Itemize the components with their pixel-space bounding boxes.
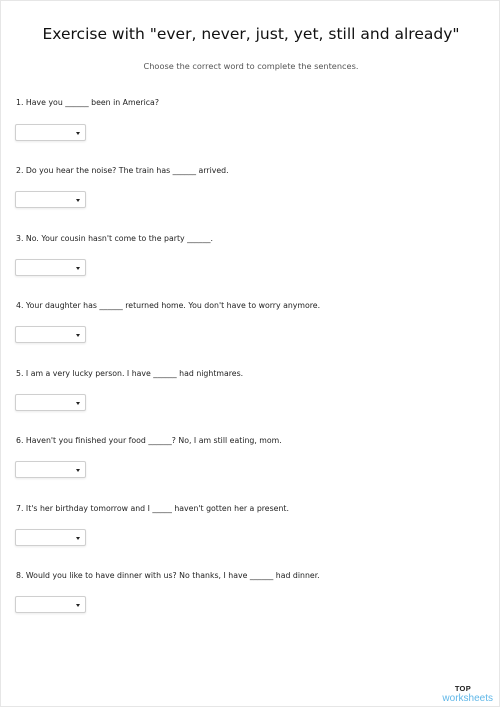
answer-dropdown-6[interactable] [15, 461, 86, 478]
instructions: Choose the correct word to complete the sentences. [143, 61, 359, 71]
caret-down-icon [76, 199, 80, 202]
question-2: 2. Do you hear the noise? The train has ______ arrived. [16, 166, 229, 175]
question-4: 4. Your daughter has ______ returned home. You don't have to worry anymore. [16, 301, 321, 310]
answer-dropdown-5[interactable] [15, 394, 86, 411]
logo-top-text: TOP [454, 684, 471, 693]
caret-down-icon [76, 334, 80, 337]
caret-down-icon [76, 469, 80, 472]
answer-dropdown-4[interactable] [15, 326, 86, 343]
answer-dropdown-1[interactable] [15, 124, 86, 141]
question-3: 3. No. Your cousin hasn't come to the party ______. [16, 234, 213, 243]
caret-down-icon [76, 402, 80, 405]
page-title: Exercise with "ever, never, just, yet, still and already" [42, 25, 460, 43]
answer-dropdown-8[interactable] [15, 596, 86, 613]
caret-down-icon [76, 267, 80, 270]
question-7: 7. It's her birthday tomorrow and I _____ haven't gotten her a present. [16, 504, 289, 513]
caret-down-icon [76, 537, 80, 540]
question-8: 8. Would you like to have dinner with us? No thanks, I have ______ had dinner. [16, 571, 320, 580]
caret-down-icon [76, 132, 80, 135]
answer-dropdown-7[interactable] [15, 529, 86, 546]
caret-down-icon [76, 604, 80, 607]
question-1: 1. Have you ______ been in America? [16, 98, 159, 107]
logo-worksheets-text: worksheets [442, 693, 493, 704]
question-6: 6. Haven't you finished your food ______? No, I am still eating, mom. [16, 436, 282, 445]
question-5: 5. I am a very lucky person. I have ______ had nightmares. [16, 369, 244, 378]
answer-dropdown-2[interactable] [15, 191, 86, 208]
topworksheets-logo [429, 684, 493, 704]
answer-dropdown-3[interactable] [15, 259, 86, 276]
